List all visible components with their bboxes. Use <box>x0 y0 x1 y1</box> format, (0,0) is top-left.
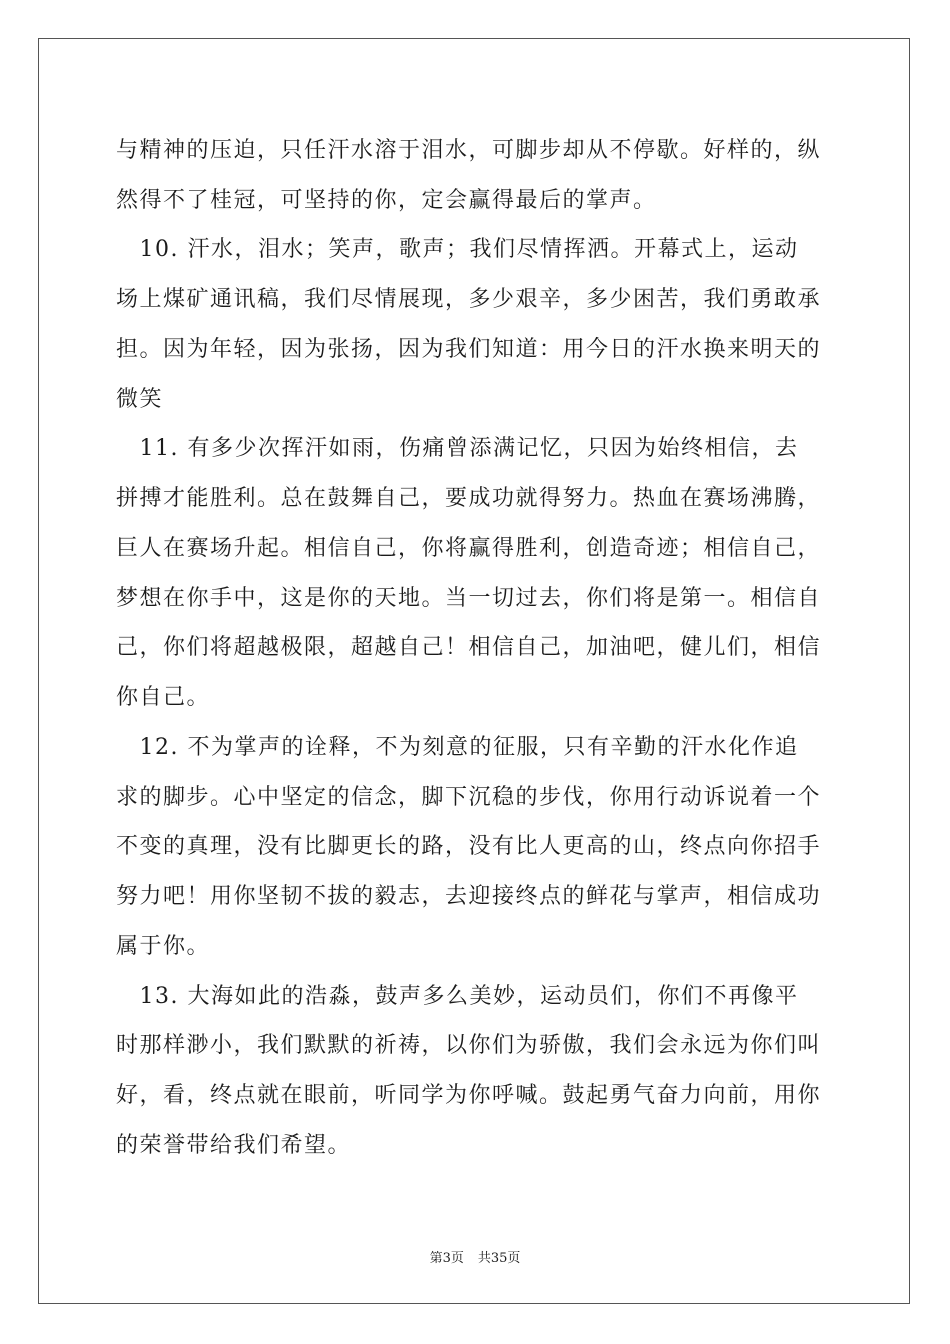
text-line: 10. 汗水，泪水；笑声，歌声；我们尽情挥洒。开幕式上，运动 <box>116 237 799 262</box>
text-line: 12. 不为掌声的诠释，不为刻意的征服，只有辛勤的汗水化作追 <box>116 735 799 760</box>
text-line: 担。因为年轻，因为张扬，因为我们知道：用今日的汗水换来明天的 <box>116 337 822 362</box>
text-line: 与精神的压迫，只任汗水溶于泪水，可脚步却从不停歇。好样的，纵 <box>116 138 822 163</box>
text-line: 然得不了桂冠，可坚持的你，定会赢得最后的掌声。 <box>116 188 657 213</box>
text-line: 努力吧！用你坚韧不拔的毅志，去迎接终点的鲜花与掌声，相信成功 <box>116 884 822 909</box>
page-border <box>38 38 910 1304</box>
text-line: 13. 大海如此的浩淼，鼓声多么美妙，运动员们，你们不再像平 <box>116 984 799 1009</box>
text-line: 己，你们将超越极限，超越自己！相信自己，加油吧，健儿们，相信 <box>116 635 822 660</box>
text-line: 你自己。 <box>116 685 211 710</box>
text-line: 微笑 <box>116 387 164 412</box>
text-line: 属于你。 <box>116 934 211 959</box>
text-line: 好，看，终点就在眼前，听同学为你呼喊。鼓起勇气奋力向前，用你 <box>116 1083 822 1108</box>
text-line: 拼搏才能胜利。总在鼓舞自己，要成功就得努力。热血在赛场沸腾， <box>116 486 822 511</box>
text-line: 场上煤矿通讯稿，我们尽情展现，多少艰辛，多少困苦，我们勇敢承 <box>116 287 822 312</box>
text-line: 时那样渺小，我们默默的祈祷，以你们为骄傲，我们会永远为你们叫 <box>116 1033 822 1058</box>
text-line: 的荣誉带给我们希望。 <box>116 1133 352 1158</box>
text-line: 11. 有多少次挥汗如雨，伤痛曾添满记忆，只因为始终相信，去 <box>116 436 799 461</box>
text-line: 求的脚步。心中坚定的信念，脚下沉稳的步伐，你用行动诉说着一个 <box>116 785 822 810</box>
text-line: 梦想在你手中，这是你的天地。当一切过去，你们将是第一。相信自 <box>116 586 822 611</box>
page-number: 第3页 <box>429 1251 464 1266</box>
text-line: 巨人在赛场升起。相信自己，你将赢得胜利，创造奇迹；相信自己， <box>116 536 822 561</box>
page-total: 共35页 <box>477 1251 521 1266</box>
page-footer <box>0 1247 950 1266</box>
text-line: 不变的真理，没有比脚更长的路，没有比人更高的山，终点向你招手 <box>116 834 822 859</box>
